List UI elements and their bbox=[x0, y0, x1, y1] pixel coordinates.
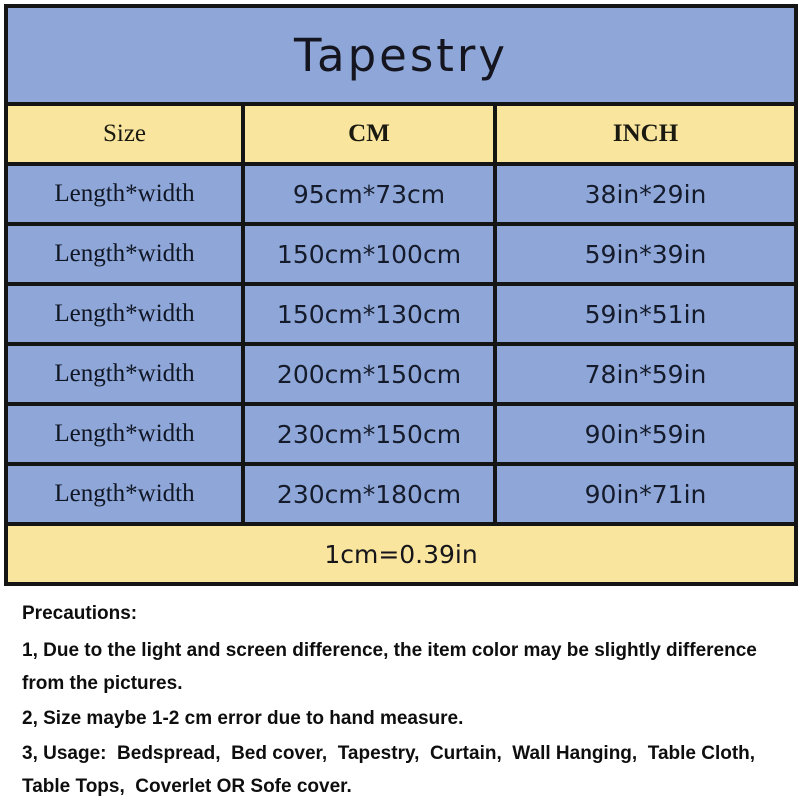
column-header-size: Size bbox=[6, 104, 243, 164]
precaution-item-3: 3, Usage: Bedspread, Bed cover, Tapestry, Curtain, Wall Hanging, Table Cloth, Table Tops, Coverlet OR Sofe cover. bbox=[22, 743, 766, 797]
cm-value: 95cm*73cm bbox=[243, 164, 495, 224]
title-row bbox=[6, 6, 796, 104]
inch-value: 90in*71in bbox=[495, 464, 796, 524]
cm-value: 150cm*100cm bbox=[243, 224, 495, 284]
size-label: Length*width bbox=[6, 344, 243, 404]
cm-value: 230cm*150cm bbox=[243, 404, 495, 464]
table-row bbox=[6, 404, 796, 464]
cm-value: 230cm*180cm bbox=[243, 464, 495, 524]
size-label: Length*width bbox=[6, 224, 243, 284]
footer-row bbox=[6, 524, 796, 584]
inch-value: 90in*59in bbox=[495, 404, 796, 464]
precautions-section bbox=[22, 597, 770, 803]
header-row bbox=[6, 104, 796, 164]
precautions-heading: Precautions: bbox=[22, 603, 138, 624]
conversion-note: 1cm=0.39in bbox=[6, 524, 796, 584]
table-row bbox=[6, 344, 796, 404]
size-label: Length*width bbox=[6, 284, 243, 344]
inch-value: 78in*59in bbox=[495, 344, 796, 404]
size-label: Length*width bbox=[6, 404, 243, 464]
size-label: Length*width bbox=[6, 464, 243, 524]
size-label: Length*width bbox=[6, 164, 243, 224]
inch-value: 38in*29in bbox=[495, 164, 796, 224]
table-title: Tapestry bbox=[6, 6, 796, 104]
table-row bbox=[6, 224, 796, 284]
inch-value: 59in*51in bbox=[495, 284, 796, 344]
precaution-item-1: 1, Due to the light and screen difference, the item color may be slightly difference from the pictures. bbox=[22, 640, 763, 694]
precaution-item-2: 2, Size maybe 1-2 cm error due to hand measure. bbox=[22, 708, 464, 729]
table-row bbox=[6, 284, 796, 344]
column-header-cm: CM bbox=[243, 104, 495, 164]
column-header-inch: INCH bbox=[495, 104, 796, 164]
table-row bbox=[6, 164, 796, 224]
table-row bbox=[6, 464, 796, 524]
size-chart-table bbox=[4, 4, 798, 586]
cm-value: 150cm*130cm bbox=[243, 284, 495, 344]
inch-value: 59in*39in bbox=[495, 224, 796, 284]
cm-value: 200cm*150cm bbox=[243, 344, 495, 404]
